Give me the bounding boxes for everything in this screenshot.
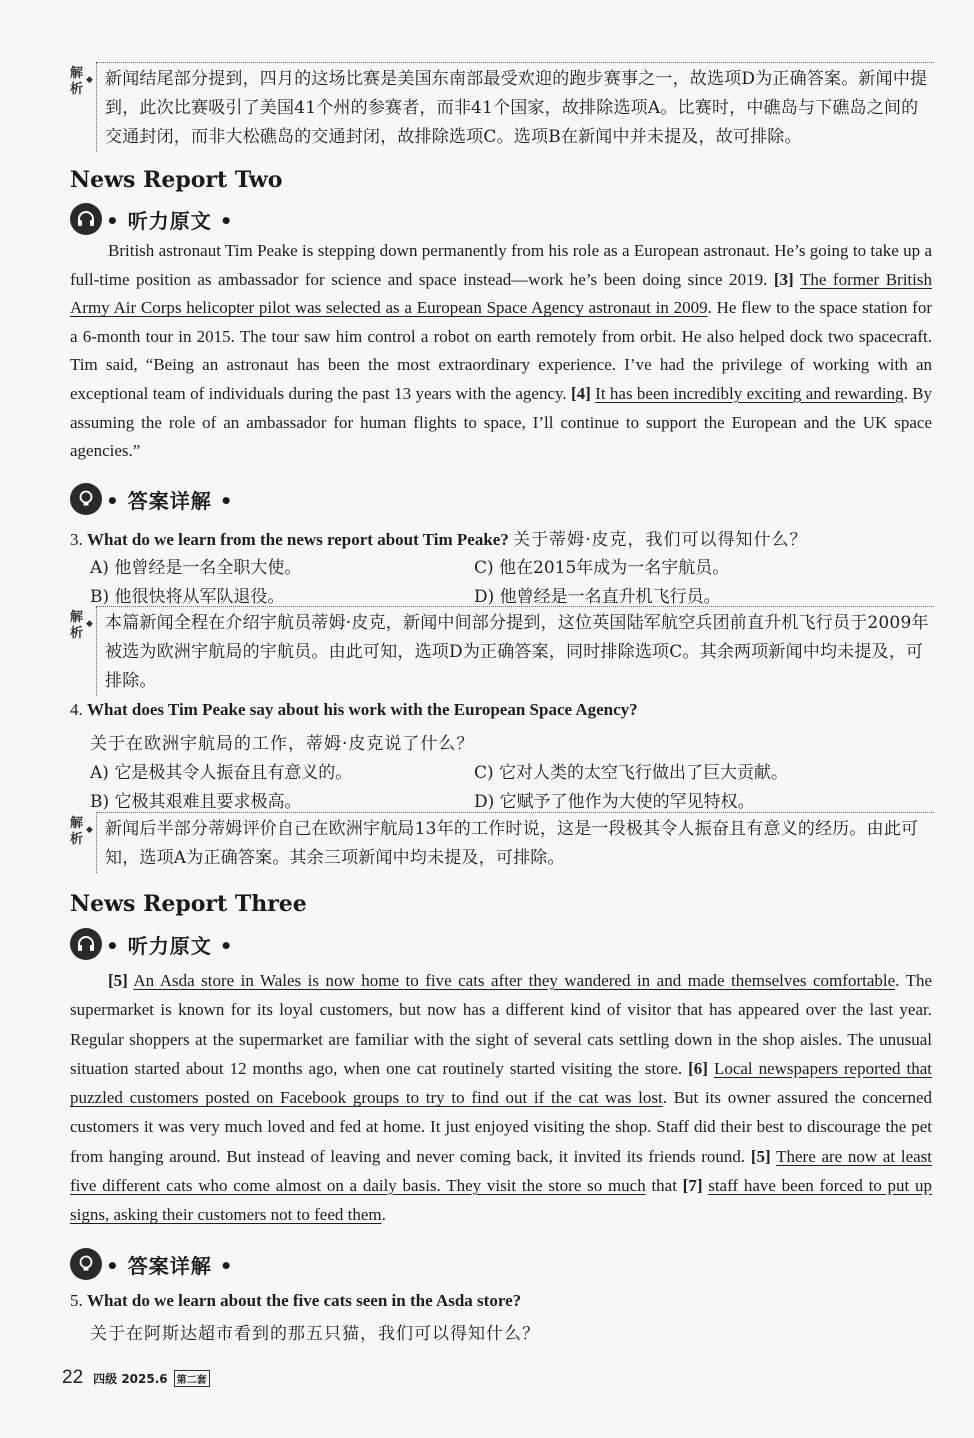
question-5: [70, 1291, 521, 1311]
jiexi-text: 新闻结尾部分提到，四月的这场比赛是美国东南部最受欢迎的跑步赛事之一，故选项D为正确答案。新闻中提到，此次比赛吸引了美国41个州的参赛者，而非41个国家，故排除选项A。比赛时，中礁岛与下礁岛之间的交通封闭，而非大松礁岛的交通封闭，故排除选项C。选项B在新闻中并未提及，故可排除。: [96, 62, 934, 152]
page-number: 22: [62, 1367, 84, 1388]
listening-text: [70, 966, 932, 1230]
underlined-sentence: The former British Army Air Corps helicopter pilot was selected as a European Space Agency astronaut in 2009: [70, 269, 932, 318]
jiexi-label: 解析 ◆: [70, 816, 93, 847]
jiexi-block-3: [70, 606, 934, 696]
answer-label: • 答案详解 •: [106, 488, 234, 513]
answer-label: • 答案详解 •: [106, 1253, 234, 1278]
headphones-icon: [70, 203, 102, 235]
marker: [4]: [570, 383, 591, 403]
underlined-sentence: It has been incredibly exciting and rewarding: [595, 383, 904, 403]
footer-set-box: 第二套: [174, 1370, 210, 1387]
text-run: British astronaut Tim Peake is stepping down permanently from his role as a European astronaut. He’s going to take up a full-time position as ambassador for science and space instead—work he’s been doing since 2019.: [70, 241, 932, 289]
answer-badge: [70, 1247, 234, 1281]
listening-badge: [70, 202, 234, 236]
jiexi-text: 本篇新闻全程在介绍宇航员蒂姆·皮克，新闻中间部分提到，这位英国陆军航空兵团前直升机飞行员于2009年被选为欧洲宇航局的宇航员。由此可知，选项D为正确答案，同时排除选项C。其余两项新闻中均未提及，可排除。: [96, 606, 934, 696]
marker: [3]: [773, 269, 794, 289]
option-b: B) 他很快将从军队退役。: [90, 587, 285, 607]
section-title: News Report Two: [70, 167, 283, 193]
q-num: 5.: [70, 1291, 83, 1310]
jiexi-block-1: [70, 62, 934, 152]
text-run: .: [381, 1205, 386, 1225]
footer: [62, 1367, 210, 1389]
jiexi-label: 解析 ◆: [70, 66, 93, 97]
option-d: D) 他曾经是一名直升机飞行员。: [474, 587, 721, 607]
underlined-sentence: There are now at least five different cats who come almost on a daily basis. They visit the store so much: [70, 1146, 932, 1196]
listening-badge: [70, 927, 234, 961]
text-run: . By assuming the role of an ambassador for human flights to space, I’ll continue to support the European and the UK space agencies.”: [70, 383, 933, 461]
listening-label: • 听力原文 •: [106, 933, 234, 958]
lightbulb-icon: [70, 483, 102, 515]
section-title: News Report Three: [70, 891, 307, 917]
option-d: D) 它赋予了他作为大使的罕见特权。: [474, 792, 755, 812]
jiexi-text: 新闻后半部分蒂姆评价自己在欧洲宇航局13年的工作时说，这是一段极其令人振奋且有意义的经历。由此可知，选项A为正确答案。其余三项新闻中均未提及，可排除。: [96, 812, 934, 873]
q-num: 3.: [70, 530, 83, 549]
q-cn: 关于蒂姆·皮克，我们可以得知什么？: [513, 530, 808, 550]
option-b: B) 它极其艰难且要求极高。: [90, 792, 302, 812]
question-4: [70, 700, 638, 720]
option-a: A) 他曾经是一名全职大使。: [90, 558, 302, 578]
underlined-sentence: An Asda store in Wales is now home to five cats after they wandered in and made themselves comfortable: [133, 971, 896, 990]
underlined-sentence: staff have been forced to put up signs, asking their customers not to feed them: [70, 1176, 932, 1225]
underlined-sentence: Local newspapers reported that puzzled customers posted on Facebook groups to try to find out if the cat was lost: [70, 1058, 933, 1108]
question-3: [70, 525, 808, 550]
lightbulb-icon: [70, 1248, 102, 1280]
listening-label: • 听力原文 •: [106, 208, 234, 233]
text-run: . But its owner assured the concerned customers it was very much loved and fed at home. It just enjoyed visiting the shop. Staff did their best to discourage the pet from hanging around. But instead of leaving and never coming back, it invited its friends round.: [70, 1088, 932, 1166]
option-c: C) 他在2015年成为一名宇航员。: [474, 558, 730, 578]
jiexi-label: 解析 ◆: [70, 610, 93, 641]
answer-badge: [70, 482, 234, 516]
jiexi-block-4: [70, 812, 934, 873]
option-c: C) 它对人类的太空飞行做出了巨大贡献。: [474, 763, 789, 783]
option-a: A) 它是极其令人振奋且有意义的。: [90, 763, 353, 783]
headphones-icon: [70, 928, 102, 960]
marker: [6]: [688, 1058, 708, 1078]
q-num: 4.: [70, 700, 83, 719]
q-cn: 关于在欧洲宇航局的工作，蒂姆·皮克说了什么？: [90, 734, 475, 754]
marker: [5]: [750, 1146, 771, 1166]
text-run: . The supermarket is known for its loyal customers, but now has a different kind of visitor that has appeared over the last year. Regular shoppers at the supermarket are familiar with the sight of several cats settling down in the shop aisles. The unusual situation started about 12 months ago, when one cat routinely started visiting the store.: [70, 971, 932, 1078]
q-cn: 关于在阿斯达超市看到的那五只猫，我们可以得知什么？: [90, 1324, 540, 1344]
marker: [5]: [108, 971, 128, 990]
q-text: What do we learn from the news report about Tim Peake?: [87, 530, 509, 549]
text-run: . He flew to the space station for a 6-month tour in 2015. The tour saw him control a robot on earth remotely from orbit. He also helped dock two spacecraft. Tim said, “Being an astronaut has been the most extraordinary experience. I’ve had the privilege of working with an exceptional team of individuals during the past 13 years with the agency.: [70, 298, 932, 403]
q-text: What does Tim Peake say about his work with the European Space Agency?: [87, 700, 638, 719]
text-run: that: [645, 1176, 683, 1196]
listening-text: [70, 237, 932, 466]
marker: [7]: [682, 1176, 703, 1196]
q-text: What do we learn about the five cats seen in the Asda store?: [87, 1291, 522, 1310]
footer-text: 四级 2025.6: [93, 1371, 168, 1386]
